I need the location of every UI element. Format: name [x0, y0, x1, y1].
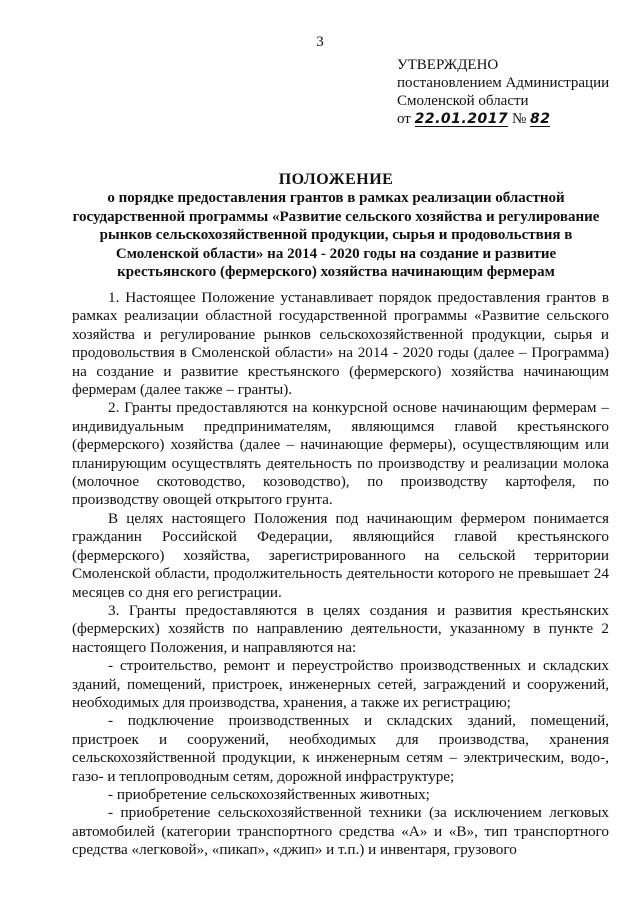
- document-title: ПОЛОЖЕНИЕ: [278, 171, 394, 188]
- paragraph-4: 3. Гранты предоставляются в целях создания и развития крестьянских (фермерских) хозяйств по направлению деятельности, указанному в пункте 2 настоящего Положения, и направляются на:: [72, 601, 609, 656]
- date-prefix: от: [397, 111, 411, 127]
- number-prefix: №: [511, 111, 527, 127]
- list-item-construction: - строительство, ремонт и переустройство производственных и складских зданий, помещений, пристроек, инженерных сетей, заграждений и сооружений, необходимых для производства, хранения, а также их регистрацию;: [72, 657, 609, 711]
- handwritten-number: 82: [530, 111, 551, 127]
- paragraph-1: 1. Настоящее Положение устанавливает порядок предоставления грантов в рамках реализации областной государственной программы «Развитие сельского хозяйства и регулирование рынков сельскохозяйственной продукции, сырья и продовольствия в Смоленской области» на 2014 - 2020 годы (далее – Программа) на создание и развитие крестьянского (фермерского) хозяйства начинающим фермерам (далее также – гранты).: [72, 289, 609, 399]
- approval-issuer: постановлением Администрации: [397, 75, 610, 91]
- page-number: 3: [316, 34, 324, 50]
- approval-date-line: [397, 110, 637, 128]
- approval-title: УТВЕРЖДЕНО: [397, 57, 499, 73]
- list-item-utilities: - подключение производственных и складских зданий, помещений, пристроек и сооружений, необходимых для производства, хранения сельскохозяйственной продукции, к инженерным сетям – электрическим, водо-, газо- и теплопроводным сетям, дорожной инфраструктуре;: [72, 712, 609, 785]
- approval-region: Смоленской области: [397, 93, 529, 109]
- list-item-machinery: - приобретение сельскохозяйственной техники (за исключением легковых автомобилей (категории транспортного средства «А» и «В», тип транспортного средства «легковой», «пикап», «джип» и т.п.) и инвентаря, грузового: [72, 804, 609, 859]
- list-item-animals: - приобретение сельскохозяйственных животных;: [108, 785, 430, 803]
- paragraph-2: 2. Гранты предоставляются на конкурсной основе начинающим фермерам – индивидуальным предпринимателям, являющимся главой крестьянского (фермерского) хозяйства (далее – начинающие фермеры), осуществляющим или планирующим осуществлять деятельность по производству и реализации молока (молочное скотоводство, козоводство), по производству картофеля, по производству овощей открытого грунта.: [72, 399, 609, 509]
- handwritten-date: 22.01.2017: [414, 111, 509, 127]
- document-heading: [72, 171, 600, 281]
- approval-stamp: [397, 56, 637, 128]
- document-subtitle: о порядке предоставления грантов в рамках реализации областной государственной программы «Развитие сельского хозяйства и регулирование рынков сельскохозяйственной продукции, сырья и продовольствия в Смоленской области» на 2014 - 2020 годы на создание и развитие крестьянского (фермерского) хозяйства начинающим фермерам: [72, 190, 600, 281]
- document-body: [72, 289, 609, 860]
- paragraph-3: В целях настоящего Положения под начинающим фермером понимается гражданин Российской Федерации, являющийся главой крестьянского (фермерского) хозяйства, зарегистрированного на сельской территории Смоленской области, продолжительность деятельности которого не превышает 24 месяцев со дня его регистрации.: [72, 509, 609, 601]
